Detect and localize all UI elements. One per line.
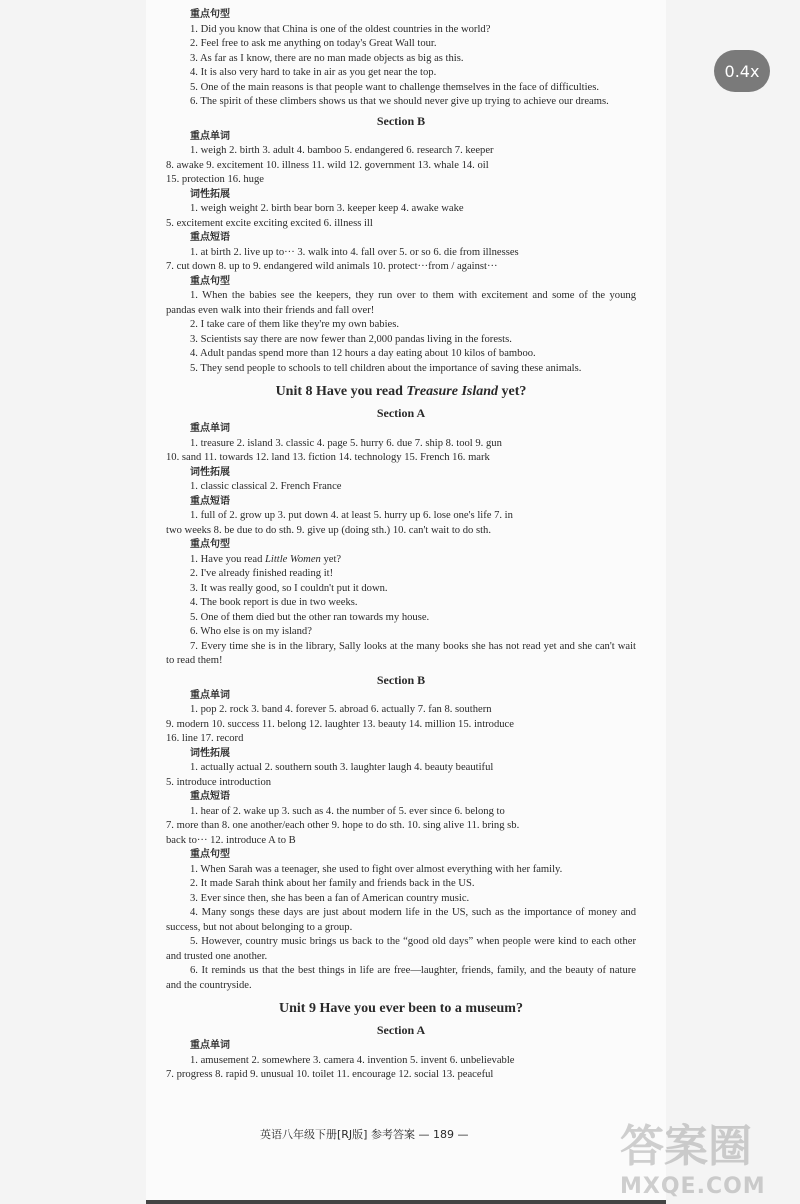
text-span: Treasure Island: [406, 384, 499, 399]
answer-line: 2. Feel free to ask me anything on today's Great Wall tour.: [190, 38, 437, 49]
answer-line: 10. sand 11. towards 12. land 13. fiction 14. technology 15. French 16. mark: [166, 452, 490, 463]
answer-line: 1. full of 2. grow up 3. put down 4. at least 5. hurry up 6. lose one's life 7. in: [190, 510, 513, 521]
site-watermark: 答案圈 MXQE.COM: [620, 1121, 766, 1199]
section-label: 词性拓展: [190, 188, 230, 200]
answer-paragraph: 5. They send people to schools to tell children about the importance of saving these animals.: [190, 362, 582, 374]
answer-line: 2. I take care of them like they're my own babies.: [190, 319, 399, 330]
unit-heading: [166, 382, 636, 402]
section-label: 重点单词: [190, 1040, 230, 1051]
text-span: Little Women: [265, 553, 321, 565]
zoom-indicator[interactable]: 0.4x: [714, 50, 770, 92]
page-footer: 英语八年级下册[RJ版] 参考答案 — 189 —: [260, 1128, 469, 1141]
answer-line: 5. introduce introduction: [166, 776, 272, 788]
answer-line: 2. It made Sarah think about her family and friends back in the US.: [190, 878, 475, 889]
answer-paragraph: 1. When Sarah was a teenager, she used to fight over almost everything with her family.: [190, 863, 563, 875]
answer-line: two weeks 8. be due to do sth. 9. give up (doing sth.) 10. can't wait to do sth.: [166, 524, 491, 536]
answer-line: 8. awake 9. excitement 10. illness 11. wild 12. government 13. whale 14. oil: [166, 159, 489, 171]
answer-line: 1. pop 2. rock 3. band 4. forever 5. abroad 6. actually 7. fan 8. southern: [190, 704, 492, 715]
answer-line: 4. Adult pandas spend more than 12 hours a day eating about 10 kilos of bamboo.: [190, 348, 536, 359]
answer-line: 5. excitement excite exciting excited 6. illness ill: [166, 217, 373, 229]
section-label: 重点句型: [190, 9, 230, 20]
answer-line: 6. Who else is on my island?: [190, 626, 312, 637]
section-heading: Section A: [376, 1023, 426, 1037]
answer-line: 7. progress 8. rapid 9. unusual 10. toilet 11. encourage 12. social 13. peaceful: [166, 1069, 494, 1080]
section-label: 重点句型: [190, 539, 230, 550]
text-span: Unit 8 Have you read: [275, 384, 407, 399]
answer-line: 1. hear of 2. wake up 3. such as 4. the number of 5. ever since 6. belong to: [190, 805, 505, 817]
section-label: 重点单词: [190, 130, 230, 142]
answer-line: 3. It was really good, so I couldn't put it down.: [190, 582, 388, 594]
answer-line: 15. protection 16. huge: [166, 174, 264, 185]
section-label: 重点短语: [190, 791, 230, 802]
answer-line: 1. weigh 2. birth 3. adult 4. bamboo 5. endangered 6. research 7. keeper: [190, 145, 494, 156]
answer-paragraph: 6. It reminds us that the best things in life are free—laughter, friends, family, and the beauty of nature and the countryside.: [166, 965, 636, 991]
answer-line: 1. treasure 2. island 3. classic 4. page 5. hurry 6. due 7. ship 8. tool 9. gun: [190, 437, 502, 449]
bottom-edge: [146, 1200, 666, 1204]
answer-line: 3. As far as I know, there are no man made objects as big as this.: [190, 52, 464, 64]
answer-line: [166, 553, 636, 568]
answer-line: back to··· 12. introduce A to B: [166, 834, 296, 846]
section-label: 词性拓展: [190, 747, 230, 759]
text-span: yet?: [320, 553, 342, 565]
answer-line: 7. cut down 8. up to 9. endangered wild animals 10. protect···from / against···: [166, 261, 498, 272]
text-span: 1. Have you read: [190, 553, 266, 565]
answer-line: 1. classic classical 2. French France: [190, 481, 342, 492]
answer-line: 3. Scientists say there are now fewer than 2,000 pandas living in the forests.: [190, 333, 512, 345]
answer-paragraph: 7. Every time she is in the library, Sally looks at the many books she has not read yet and she can't wait to read them!: [166, 640, 636, 666]
answer-line: 1. amusement 2. somewhere 3. camera 4. invention 5. invent 6. unbelievable: [190, 1054, 515, 1066]
answer-line: 1. Did you know that China is one of the oldest countries in the world?: [190, 23, 491, 35]
answer-line: 4. The book report is due in two weeks.: [190, 597, 358, 608]
section-label: 词性拓展: [190, 466, 230, 478]
section-heading: Section B: [376, 672, 426, 687]
section-label: 重点短语: [190, 232, 230, 243]
answer-line: 1. actually actual 2. southern south 3. laughter laugh 4. beauty beautiful: [190, 762, 494, 773]
answer-line: 1. at birth 2. live up to··· 3. walk into 4. fall over 5. or so 6. die from illnesses: [190, 246, 519, 258]
answer-paragraph: 5. One of the main reasons is that people want to challenge themselves in the face of difficulties.: [190, 81, 600, 93]
unit-heading: Unit 9 Have you ever been to a museum?: [279, 1001, 523, 1016]
section-label: 重点句型: [190, 849, 230, 860]
answer-paragraph: 6. The spirit of these climbers shows us that we should never give up trying to achieve our dreams.: [190, 96, 609, 107]
section-heading: Section B: [376, 113, 426, 128]
answer-paragraph: 4. Many songs these days are just about modern life in the US, such as the importance of money and success, but not about belonging to a group.: [166, 907, 636, 933]
answer-line: 1. weigh weight 2. birth bear born 3. keeper keep 4. awake wake: [190, 203, 464, 214]
answer-paragraph: 1. When the babies see the keepers, they run over to them with excitement and some of the young pandas even walk into their friends and fall over!: [166, 290, 636, 316]
answer-key-content: [166, 8, 636, 1083]
section-label: 重点单词: [190, 689, 230, 701]
answer-line: 4. It is also very hard to take in air as you get near the top.: [190, 67, 437, 78]
answer-line: 16. line 17. record: [166, 733, 244, 744]
answer-line: 9. modern 10. success 11. belong 12. laughter 13. beauty 14. million 15. introduce: [166, 718, 514, 730]
section-label: 重点短语: [190, 495, 230, 507]
answer-paragraph: 5. However, country music brings us back to the “good old days” when people were kind to each other and trusted one another.: [166, 936, 636, 962]
answer-line: 7. more than 8. one another/each other 9. hope to do sth. 10. sing alive 11. bring sb.: [166, 820, 520, 831]
section-label: 重点句型: [190, 275, 230, 287]
section-label: 重点单词: [190, 423, 230, 434]
text-span: yet?: [498, 384, 527, 399]
answer-line: 2. I've already finished reading it!: [190, 568, 334, 579]
answer-line: 5. One of them died but the other ran towards my house.: [190, 611, 430, 623]
answer-line: 3. Ever since then, she has been a fan of American country music.: [190, 892, 470, 904]
section-heading: Section A: [376, 406, 426, 420]
